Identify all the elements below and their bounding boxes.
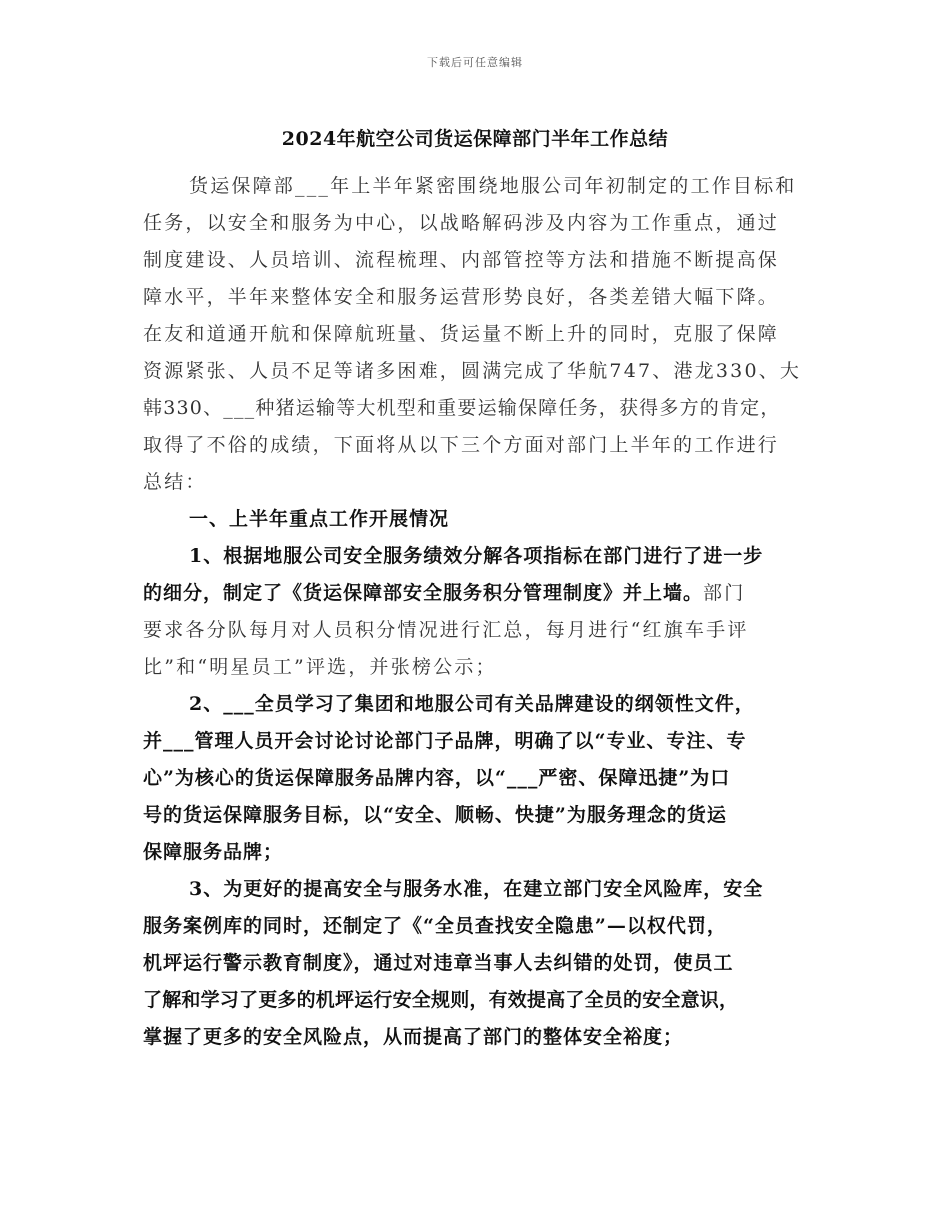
text-segment-bold: 的细分，制定了《货运保障部安全服务积分管理制度》并上墙。 [143, 582, 704, 604]
section-heading [143, 501, 811, 538]
text-line: 货运保障部___年上半年紧密围绕地服公司年初制定的工作目标和 [189, 175, 797, 197]
text-line: 资源紧张、人员不足等诸多困难，圆满完成了华航747、港龙330、大 [143, 360, 802, 382]
text-line: 制度建设、人员培训、流程梳理、内部管控等方法和措施不断提高保 [143, 249, 780, 271]
text-line: 并___管理人员开会讨论讨论部门子品牌，明确了以“专业、专注、专 [143, 730, 747, 752]
text-line: 2、___全员学习了集团和地服公司有关品牌建设的纲领性文件， [189, 693, 755, 715]
text-line: 韩330、___种猪运输等大机型和重要运输保障任务，获得多方的肯定， [143, 397, 781, 419]
text-line: 保障服务品牌； [143, 841, 284, 863]
paragraph-intro [143, 168, 811, 501]
header-note: 下载后可任意编辑 [427, 56, 523, 69]
text-line: 服务案例库的同时，还制定了《“全员查找安全隐患”—以权代罚， [143, 915, 727, 937]
text-line: 机坪运行警示教育制度》，通过对违章当事人去纠错的处罚，使员工 [143, 952, 734, 974]
text-segment-regular: 部门 [703, 582, 746, 604]
text-line: 掌握了更多的安全风险点，从而提高了部门的整体安全裕度； [143, 1026, 684, 1048]
text-line: 障水平，半年来整体安全和服务运营形势良好，各类差错大幅下降。 [143, 286, 780, 308]
document-title: 2024年航空公司货运保障部门半年工作总结 [281, 128, 669, 150]
section-heading-text: 一、上半年重点工作开展情况 [189, 508, 450, 530]
text-line: 总结： [143, 471, 207, 493]
paragraph-item-3 [143, 871, 811, 1056]
document-body [143, 168, 811, 1056]
text-line: 3、为更好的提高安全与服务水准，在建立部门安全风险库，安全 [189, 878, 764, 900]
paragraph-item-2 [143, 686, 811, 871]
text-line: 号的货运保障服务目标，以“安全、顺畅、快捷”为服务理念的货运 [143, 804, 727, 826]
text-line: 任务，以安全和服务为中心，以战略解码涉及内容为工作重点，通过 [143, 212, 780, 234]
text-line: 1、根据地服公司安全服务绩效分解各项指标在部门进行了进一步 [189, 545, 764, 567]
text-line: 心”为核心的货运保障服务品牌内容，以“___严密、保障迅捷”为口 [143, 767, 731, 789]
text-line: 取得了不俗的成绩，下面将从以下三个方面对部门上半年的工作进行 [143, 434, 780, 456]
text-line-mixed [143, 575, 811, 612]
paragraph-item-1 [143, 538, 811, 686]
text-line: 要求各分队每月对人员积分情况进行汇总，每月进行“红旗车手评 [143, 619, 749, 641]
text-line: 比”和“明星员工”评选，并张榜公示； [143, 656, 497, 678]
text-line: 了解和学习了更多的机坪运行安全规则，有效提高了全员的安全意识， [143, 989, 739, 1011]
text-line: 在友和道通开航和保障航班量、货运量不断上升的同时，克服了保障 [143, 323, 780, 345]
